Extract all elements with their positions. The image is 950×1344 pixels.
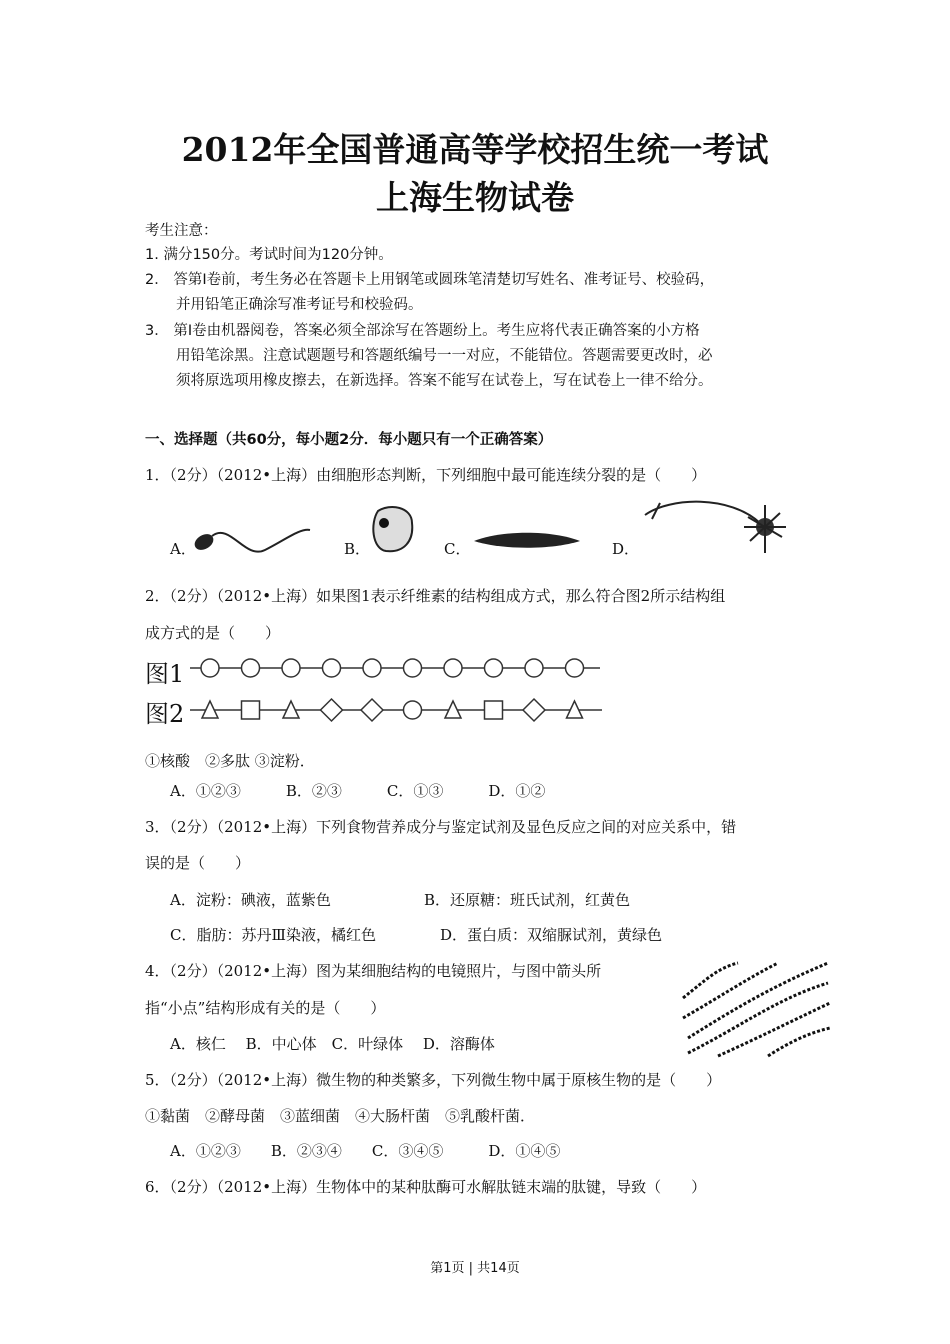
q2-options: A．①②③ B．②③ C．①③ D．①② bbox=[170, 782, 546, 800]
notice-item: 并用铅笔正确涂写准考证号和校验码。 bbox=[176, 297, 423, 313]
q3-stem: 3．（2分）（2012•上海）下列食物营养成分与鉴定试剂及显色反应之间的对应关系中，错 bbox=[145, 818, 737, 836]
q3-option-a: A．淀粉：碘液，蓝紫色 bbox=[170, 891, 331, 909]
glucose-circle bbox=[242, 659, 260, 677]
notice-item: 用铅笔涂黑。注意试题题号和答题纸编号一一对应，不能错位。答题需要更改时，必 bbox=[176, 348, 713, 364]
title-line1: 2012年全国普通高等学校招生统一考试 bbox=[181, 130, 769, 169]
sperm-cell-image bbox=[190, 520, 320, 560]
monomer-square bbox=[485, 701, 503, 719]
glucose-circle bbox=[282, 659, 300, 677]
q1-option-b: B． bbox=[344, 540, 371, 558]
glucose-circle bbox=[363, 659, 381, 677]
notice-item: 1. 满分150分。考试时间为120分钟。 bbox=[145, 247, 393, 263]
glucose-circle bbox=[323, 659, 341, 677]
q4-options: A．核仁 B．中心体 C．叶绿体 D．溶酶体 bbox=[170, 1035, 495, 1053]
glucose-circle bbox=[201, 659, 219, 677]
round-cell-image bbox=[368, 503, 418, 555]
glucose-circle bbox=[566, 659, 584, 677]
q5-items: ①黏菌 ②酵母菌 ③蓝细菌 ④大肠杆菌 ⑤乳酸杆菌． bbox=[145, 1107, 536, 1125]
notice-heading: 考生注意： bbox=[145, 223, 218, 239]
q5-stem: 5．（2分）（2012•上海）微生物的种类繁多，下列微生物中属于原核生物的是（ ） bbox=[145, 1071, 722, 1089]
q4-stem-cont: 指“小点”结构形成有关的是（ ） bbox=[145, 999, 386, 1017]
q2-stem: 2．（2分）（2012•上海）如果图1表示纤维素的结构组成方式，那么符合图2所示结构组 bbox=[145, 587, 726, 605]
fig1-label: 图1 bbox=[145, 660, 185, 688]
notice-item: 须将原选项用橡皮擦去，在新选择。答案不能写在试卷上，写在试卷上一律不给分。 bbox=[176, 373, 713, 389]
q2-stem-cont: 成方式的是（ ） bbox=[145, 624, 281, 642]
glucose-circle bbox=[404, 659, 422, 677]
monomer-circle bbox=[404, 701, 422, 719]
muscle-cell-image bbox=[472, 530, 582, 550]
monomer-diamond bbox=[523, 699, 545, 721]
glucose-circle bbox=[525, 659, 543, 677]
q3-option-d: D．蛋白质：双缩脲试剂，黄绿色 bbox=[440, 926, 663, 944]
electron-micrograph-image bbox=[678, 958, 833, 1058]
section-heading: 一、选择题（共60分，每小题2分．每小题只有一个正确答案） bbox=[145, 432, 553, 448]
q1-stem: 1．（2分）（2012•上海）由细胞形态判断，下列细胞中最可能连续分裂的是（ ） bbox=[145, 466, 707, 484]
q1-option-c: C． bbox=[444, 540, 471, 558]
page-footer: 第1页 | 共14页 bbox=[430, 1261, 520, 1276]
structure-figures bbox=[190, 650, 610, 730]
neuron-image bbox=[640, 495, 790, 555]
glucose-circle bbox=[485, 659, 503, 677]
notice-item: 2． 答第Ⅰ卷前，考生务必在答题卡上用钢笔或圆珠笔清楚切写姓名、准考证号、校验码， bbox=[145, 272, 715, 288]
q4-stem: 4．（2分）（2012•上海）图为某细胞结构的电镜照片，与图中箭头所 bbox=[145, 962, 602, 980]
q2-items: ①核酸 ②多肽 ③淀粉． bbox=[145, 752, 315, 770]
q1-option-d: D． bbox=[612, 540, 640, 558]
monomer-diamond bbox=[321, 699, 343, 721]
glucose-circle bbox=[444, 659, 462, 677]
monomer-diamond bbox=[361, 699, 383, 721]
monomer-square bbox=[242, 701, 260, 719]
q3-stem-cont: 误的是（ ） bbox=[145, 854, 251, 872]
title-line2: 上海生物试卷 bbox=[376, 178, 574, 217]
notice-item: 3． 第Ⅰ卷由机器阅卷，答案必须全部涂写在答题纷上。考生应将代表正确答案的小方格 bbox=[145, 323, 700, 339]
q6-stem: 6．（2分）（2012•上海）生物体中的某种肽酶可水解肽链末端的肽键，导致（ ） bbox=[145, 1178, 707, 1196]
q3-option-b: B．还原糖：班氏试剂，红黄色 bbox=[424, 891, 631, 909]
q5-options: A．①②③ B．②③④ C．③④⑤ D．①④⑤ bbox=[170, 1142, 561, 1160]
q3-option-c: C．脂肪：苏丹Ⅲ染液，橘红色 bbox=[170, 926, 376, 944]
q1-option-a: A． bbox=[170, 540, 196, 558]
fig2-label: 图2 bbox=[145, 700, 185, 728]
